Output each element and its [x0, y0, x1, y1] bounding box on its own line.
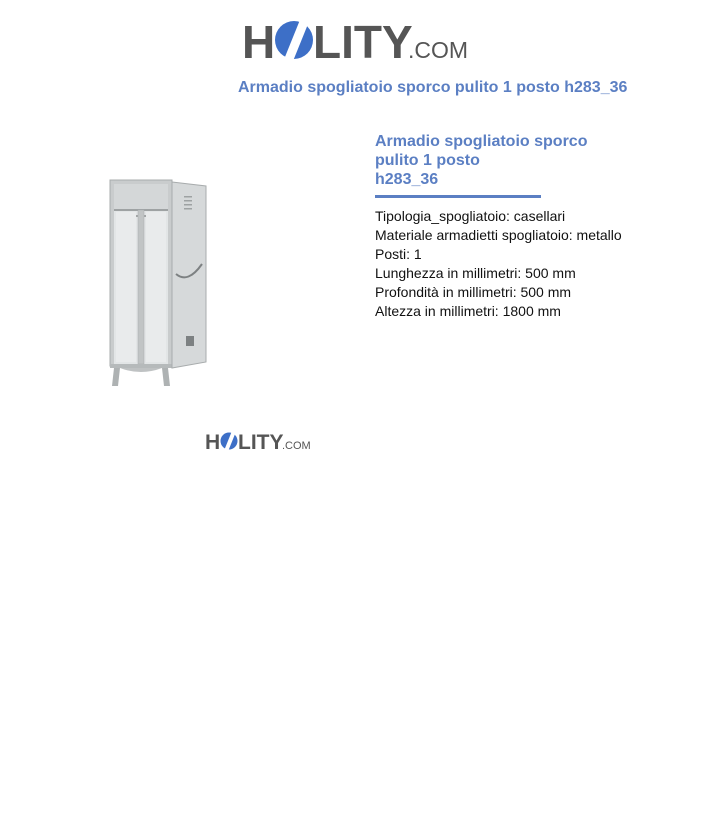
logo-small-word-lity: LITY — [238, 431, 284, 454]
spec-item: Profondità in millimetri: 500 mm — [375, 284, 572, 300]
product-info — [375, 132, 695, 321]
spec-item: Tipologia_spogliatoio: casellari — [375, 208, 566, 224]
title-underline — [375, 195, 541, 198]
spec-item: Materiale armadietti spogliatoio: metallo — [375, 227, 622, 243]
logo-letter-h: H — [242, 16, 276, 68]
holity-logo-small[interactable] — [205, 428, 317, 454]
locker-illustration — [106, 176, 212, 390]
logo-o-icon — [275, 17, 313, 63]
product-name-line: pulito 1 posto — [375, 152, 480, 169]
spec-item: Posti: 1 — [375, 246, 422, 262]
product-image — [106, 176, 212, 390]
logo-suffix: .COM — [408, 37, 469, 63]
spec-item: Lunghezza in millimetri: 500 mm — [375, 265, 576, 281]
logo-small-o-icon — [221, 430, 238, 452]
logo-small-suffix: .COM — [282, 440, 311, 452]
holity-logo[interactable] — [242, 12, 482, 68]
spec-item: Altezza in millimetri: 1800 mm — [375, 303, 561, 319]
product-name-line: Armadio spogliatoio sporco — [375, 133, 588, 150]
logo-word-lity: LITY — [313, 16, 413, 68]
logo-small-letter-h: H — [205, 431, 221, 454]
page-title: Armadio spogliatoio sporco pulito 1 posto h283_36 — [238, 79, 628, 96]
product-name — [375, 132, 600, 189]
product-name-line: h283_36 — [375, 171, 439, 188]
spec-list — [375, 207, 695, 321]
